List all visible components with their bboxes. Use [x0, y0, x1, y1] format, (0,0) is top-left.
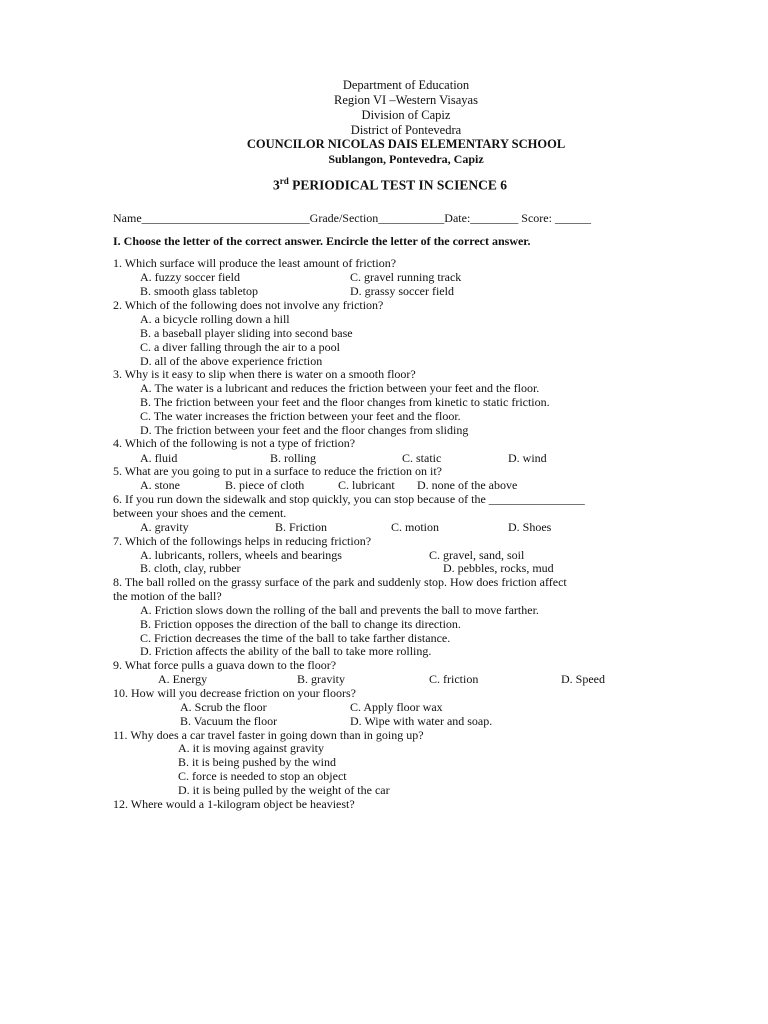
q7-option-d: D. pebbles, rocks, mud — [443, 561, 554, 575]
q4-option-a: A. fluid — [140, 451, 178, 465]
q3-option-a: A. The water is a lubricant and reduces the friction between your feet and the floor. — [140, 381, 540, 395]
instruction: I. Choose the letter of the correct answer. Encircle the letter of the correct answer. — [113, 234, 531, 248]
question-10: 10. How will you decrease friction on your floors? — [113, 686, 356, 700]
question-8-continued: the motion of the ball? — [113, 589, 222, 603]
q3-option-b: B. The friction between your feet and the floor changes from kinetic to static friction. — [140, 395, 550, 409]
q3-option-c: C. The water increases the friction between your feet and the floor. — [140, 409, 461, 423]
question-2: 2. Which of the following does not involve any friction? — [113, 298, 384, 312]
question-4: 4. Which of the following is not a type of friction? — [113, 436, 356, 450]
question-6-continued: between your shoes and the cement. — [113, 506, 287, 520]
q5-option-b: B. piece of cloth — [225, 478, 305, 492]
question-11: 11. Why does a car travel faster in going down than in going up? — [113, 728, 424, 742]
question-8: 8. The ball rolled on the grassy surface of the park and suddenly stop. How does friction affect — [113, 575, 567, 589]
q3-option-d: D. The friction between your feet and the floor changes from sliding — [140, 423, 469, 437]
q11-option-c: C. force is needed to stop an object — [178, 769, 347, 783]
q4-option-b: B. rolling — [270, 451, 317, 465]
question-6: 6. If you run down the sidewalk and stop quickly, you can stop because of the ________________ — [113, 492, 585, 506]
q1-option-b: B. smooth glass tabletop — [140, 284, 258, 298]
q10-option-a: A. Scrub the floor — [180, 700, 267, 714]
q8-option-c: C. Friction decreases the time of the ball to take farther distance. — [140, 631, 451, 645]
student-info-line: Name____________________________Grade/Section___________Date:________ Score: ______ — [113, 211, 591, 225]
q6-option-a: A. gravity — [140, 520, 189, 534]
q9-option-b: B. gravity — [297, 672, 345, 686]
question-5: 5. What are you going to put in a surface to reduce the friction on it? — [113, 464, 443, 478]
q7-option-b: B. cloth, clay, rubber — [140, 561, 241, 575]
test-ordinal-suffix: rd — [279, 176, 289, 186]
q11-option-a: A. it is moving against gravity — [178, 741, 324, 755]
q2-option-b: B. a baseball player sliding into second base — [140, 326, 353, 340]
header-division: Division of Capiz — [361, 108, 451, 122]
q8-option-a: A. Friction slows down the rolling of the ball and prevents the ball to move farther. — [140, 603, 539, 617]
q9-option-c: C. friction — [429, 672, 479, 686]
q5-option-d: D. none of the above — [417, 478, 518, 492]
q4-option-d: D. wind — [508, 451, 547, 465]
q7-option-c: C. gravel, sand, soil — [429, 548, 525, 562]
q2-option-a: A. a bicycle rolling down a hill — [140, 312, 290, 326]
q8-option-b: B. Friction opposes the direction of the ball to change its direction. — [140, 617, 461, 631]
q9-option-a: A. Energy — [158, 672, 208, 686]
q11-option-b: B. it is being pushed by the wind — [178, 755, 336, 769]
question-3: 3. Why is it easy to slip when there is water on a smooth floor? — [113, 367, 416, 381]
q6-option-c: C. motion — [391, 520, 440, 534]
q1-option-d: D. grassy soccer field — [350, 284, 454, 298]
header-region: Region VI –Western Visayas — [334, 93, 478, 107]
q4-option-c: C. static — [402, 451, 442, 465]
q2-option-d: D. all of the above experience friction — [140, 354, 323, 368]
q6-option-b: B. Friction — [275, 520, 328, 534]
q10-option-d: D. Wipe with water and soap. — [350, 714, 493, 728]
test-title-text: PERIODICAL TEST IN SCIENCE 6 — [288, 177, 507, 193]
header-district: District of Pontevedra — [350, 123, 462, 137]
q5-option-c: C. lubricant — [338, 478, 395, 492]
test-title — [0, 176, 768, 194]
q9-option-d: D. Speed — [561, 672, 605, 686]
test-ordinal: 3 — [273, 177, 280, 193]
header-department: Department of Education — [342, 78, 470, 92]
question-7: 7. Which of the followings helps in reducing friction? — [113, 534, 372, 548]
q8-option-d: D. Friction affects the ability of the ball to take more rolling. — [140, 644, 432, 658]
question-12: 12. Where would a 1-kilogram object be heaviest? — [113, 797, 355, 811]
q1-option-a: A. fuzzy soccer field — [140, 270, 240, 284]
question-1: 1. Which surface will produce the least amount of friction? — [113, 256, 397, 270]
school-name: COUNCILOR NICOLAS DAIS ELEMENTARY SCHOOL — [246, 137, 566, 151]
q11-option-d: D. it is being pulled by the weight of the car — [178, 783, 390, 797]
q2-option-c: C. a diver falling through the air to a pool — [140, 340, 340, 354]
q5-option-a: A. stone — [140, 478, 180, 492]
question-9: 9. What force pulls a guava down to the floor? — [113, 658, 337, 672]
q10-option-c: C. Apply floor wax — [350, 700, 443, 714]
q1-option-c: C. gravel running track — [350, 270, 462, 284]
q7-option-a: A. lubricants, rollers, wheels and bearings — [140, 548, 342, 562]
q6-option-d: D. Shoes — [508, 520, 552, 534]
q10-option-b: B. Vacuum the floor — [180, 714, 278, 728]
school-location: Sublangon, Pontevedra, Capiz — [328, 152, 484, 166]
